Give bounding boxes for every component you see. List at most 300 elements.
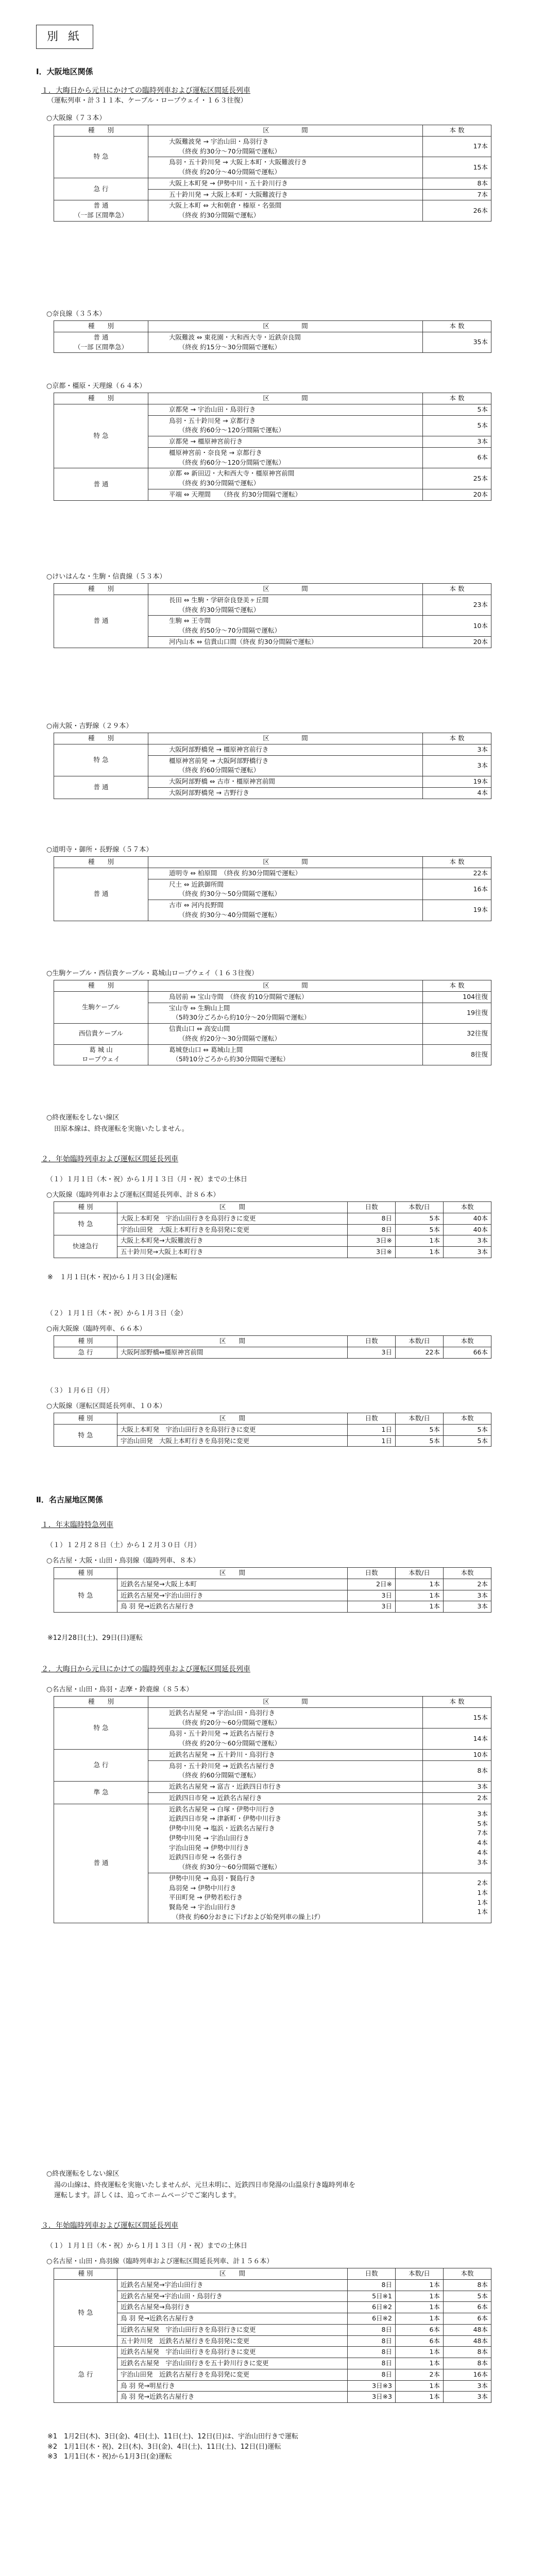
count-cell: 40本	[444, 1224, 491, 1235]
table-row	[54, 2291, 491, 2302]
route-cell: 尺土 ⇔ 近鉄御所間 （終夜 約30分〜50分間隔で運転）	[148, 879, 423, 900]
route-cell: 橿原神宮前発 → 大阪阿部野橋行き （終夜 約60分間隔で運転）	[148, 755, 423, 776]
line-label: ○京都・橿原・天理線（６４本）	[46, 382, 146, 390]
count-cell: 1本	[396, 1601, 444, 1613]
table-row	[54, 1804, 491, 1873]
count-cell: 3日※	[348, 1235, 396, 1247]
count-cell: 22本	[423, 868, 491, 879]
train-type: 特 急	[54, 1707, 148, 1749]
table-header: 本 数	[423, 857, 491, 868]
table-row	[54, 1749, 491, 1760]
route-cell: 五十鈴川発→大阪上本町行き	[117, 1247, 348, 1258]
route-cell: 宇治山田発 大阪上本町行きを鳥羽発に変更	[117, 1224, 348, 1235]
route-cell: 宝山寺 ⇔ 生駒山上間 （5時30分ごろから約10分〜20分間隔で運転）	[148, 1003, 423, 1024]
table-row	[54, 1235, 491, 1247]
train-type: 普 通	[54, 1804, 148, 1923]
count-cell: 23本	[423, 595, 491, 616]
train-type: 急 行	[54, 1347, 117, 1358]
table-header: 本 数	[423, 1697, 491, 1708]
train-type: 普 通	[54, 776, 148, 799]
table-header: 本数/日	[396, 1202, 444, 1213]
route-cell: 近鉄名古屋発→大阪上本町	[117, 1579, 348, 1590]
table-header: 種 別	[54, 393, 148, 404]
count-cell: 8本	[444, 2347, 491, 2358]
table-header: 区 間	[148, 393, 423, 404]
period-heading: （３）１月６日（月）	[46, 1387, 114, 1395]
table-header: 本数/日	[396, 1336, 444, 1347]
table-header: 区 間	[117, 1568, 348, 1579]
subsection-heading: ２．大晦日から元旦にかけての臨時列車および運転区間延長列車	[41, 1665, 250, 1673]
count-cell: 5本	[423, 415, 491, 436]
count-cell: 3本	[423, 1782, 491, 1793]
count-cell: 19本	[423, 776, 491, 788]
table-header: 種 別	[54, 584, 148, 595]
table-header: 種 別	[54, 857, 148, 868]
count-cell: 16本	[444, 2369, 491, 2380]
schedule-table	[54, 733, 491, 799]
count-cell: 10本	[423, 1749, 491, 1760]
schedule-table	[54, 320, 491, 353]
table-header: 本数	[444, 1202, 491, 1213]
period-heading: （１）１月１日（木・祝）から１月１３日（月・祝）までの土休日	[46, 1176, 248, 1183]
route-cell: 大阪阿部野橋発 → 吉野行き	[148, 787, 423, 799]
route-cell: 長田 ⇔ 生駒・学研奈良登美ヶ丘間 （終夜 約30分間隔で運転）	[148, 595, 423, 616]
count-cell: 3日※3	[348, 2380, 396, 2392]
schedule-table	[54, 1413, 491, 1447]
count-cell: 2日※	[348, 1579, 396, 1590]
table-header: 種 別	[54, 1413, 117, 1425]
schedule-table	[54, 583, 491, 648]
note: 湯の山線は、終夜運転を実施いたしませんが、元旦未明に、近鉄四日市発湯の山温泉行き臨時列車を 運転します。詳しくは、追ってホームページでご案内します。	[54, 2181, 356, 2199]
train-type: 急 行	[54, 178, 148, 200]
route-cell: 鳥羽・五十鈴川発 → 近鉄名古屋行き （終夜 約20分〜60分間隔で運転）	[148, 1728, 423, 1750]
count-cell: 1本	[396, 1247, 444, 1258]
train-type: 特 急	[54, 2279, 117, 2347]
count-cell: 1本	[396, 2302, 444, 2313]
route-cell: 古市 ⇔ 河内長野間 （終夜 約30分〜40分間隔で運転）	[148, 900, 423, 921]
train-type: 生駒ケーブル	[54, 991, 148, 1023]
route-cell: 近鉄名古屋発→鳥羽行き	[117, 2302, 348, 2313]
line-label: ○大阪線（７３本）	[46, 114, 106, 122]
route-cell: 大阪難波 ⇔ 東花園・大和西大寺・近鉄奈良間 （終夜 約15分〜30分間隔で運転）	[148, 332, 423, 353]
count-cell: 6本	[444, 2313, 491, 2325]
table-row	[54, 1590, 491, 1601]
count-cell: 3本	[444, 2380, 491, 2392]
count-cell: 6本	[396, 2324, 444, 2335]
count-cell: 15本	[423, 157, 491, 178]
schedule-table	[54, 856, 491, 921]
line-label: ○名古屋・山田・鳥羽線（臨時列車および運転区間延長列車、計１５６本）	[46, 2258, 274, 2265]
train-type: 準 急	[54, 1782, 148, 1804]
route-cell: 近鉄名古屋発→宇治山田行き	[117, 1590, 348, 1601]
train-type: 特 急	[54, 744, 148, 776]
count-cell: 5本	[423, 404, 491, 415]
schedule-table	[54, 1335, 491, 1359]
route-cell: 宇治山田発 大阪上本町行きを鳥羽発に変更	[117, 1435, 348, 1447]
count-cell: 8本	[423, 1760, 491, 1782]
table-header: 日数	[348, 1568, 396, 1579]
train-type: 普 通	[54, 468, 148, 500]
line-label: ○大阪線（運転区間延長列車、１０本）	[46, 1402, 166, 1410]
route-cell: 橿原神宮前・奈良発 → 京都行き （終夜 約60分〜120分間隔で運転）	[148, 447, 423, 468]
count-cell: 8本	[444, 2279, 491, 2291]
table-row	[54, 595, 491, 616]
count-cell: 5本	[444, 1424, 491, 1435]
table-row	[54, 2380, 491, 2392]
count-cell: 8日	[348, 2358, 396, 2369]
count-cell: 25本	[423, 468, 491, 489]
count-cell: 8本	[444, 2358, 491, 2369]
page-title: 別 紙	[36, 25, 93, 49]
route-cell: 鳥羽・五十鈴川発 → 京都行き （終夜 約60分〜120分間隔で運転）	[148, 415, 423, 436]
table-header: 本数	[444, 2268, 491, 2280]
table-row	[54, 1044, 491, 1065]
footnote: ※ １月１日(木・祝)から１月３日(金)運転	[47, 1274, 178, 1281]
count-cell: 8往復	[423, 1044, 491, 1065]
route-cell: 大阪阿部野橋 ⇔ 古市・橿原神宮前間	[148, 776, 423, 788]
table-row	[54, 744, 491, 755]
line-label: ○生駒ケーブル・西信貴ケーブル・葛城山ロープウェイ（１６３往復）	[46, 970, 258, 977]
table-row	[54, 776, 491, 788]
table-header: 区 間	[148, 1697, 423, 1708]
train-type: 葛 城 山 ロープウェイ	[54, 1044, 148, 1065]
count-cell: 1本	[396, 2291, 444, 2302]
count-cell: 2本 1本 1本 1本	[423, 1873, 491, 1923]
route-cell: 近鉄名古屋発 宇治山田行きを鳥羽行きに変更	[117, 2324, 348, 2335]
count-cell: 1本	[396, 1579, 444, 1590]
table-row	[54, 2358, 491, 2369]
count-cell: 15本	[423, 1707, 491, 1728]
table-row	[54, 1024, 491, 1045]
table-header: 区 間	[117, 1413, 348, 1425]
line-label: ○奈良線（３５本）	[46, 310, 106, 318]
count-cell: 5本	[396, 1435, 444, 1447]
table-row	[54, 991, 491, 1003]
count-cell: 17本	[423, 136, 491, 157]
table-header: 日数	[348, 1336, 396, 1347]
period-heading: （２）１月１日（木・祝）から１月３日（金）	[46, 1310, 188, 1317]
route-cell: 河内山本 ⇔ 信貴山口間（終夜 約30分間隔で運転）	[148, 636, 423, 648]
count-cell: 10本	[423, 616, 491, 637]
period-heading: （１）１２月２８日（土）から１２月３０日（月）	[46, 1541, 201, 1549]
schedule-table	[54, 125, 491, 222]
table-header: 本数/日	[396, 1568, 444, 1579]
count-cell: 48本	[444, 2324, 491, 2335]
table-header: 本 数	[423, 125, 491, 137]
count-cell: 3本	[423, 436, 491, 448]
count-cell: 5本	[396, 1424, 444, 1435]
route-cell: 近鉄名古屋発 → 五十鈴川・鳥羽行き	[148, 1749, 423, 1760]
route-cell: 生駒 ⇔ 王寺間 （終夜 約50分〜70分間隔で運転）	[148, 616, 423, 637]
route-cell: 近鉄名古屋発 → 宇治山田・鳥羽行き （終夜 約20分〜60分間隔で運転）	[148, 1707, 423, 1728]
route-cell: 鳥 羽 発→近鉄名古屋行き	[117, 2313, 348, 2325]
count-cell: 8日	[348, 2369, 396, 2380]
subsection-heading: ２．年始臨時列車および運転区間延長列車	[41, 1155, 178, 1163]
table-row	[54, 1347, 491, 1358]
table-header: 区 間	[148, 321, 423, 332]
route-cell: 鳥羽・五十鈴川発 → 近鉄名古屋行き （終夜 約60分間隔で運転）	[148, 1760, 423, 1782]
count-cell: 8日	[348, 2347, 396, 2358]
count-cell: 5日※1	[348, 2291, 396, 2302]
count-cell: 1日	[348, 1424, 396, 1435]
table-header: 種 別	[54, 2268, 117, 2280]
count-cell: 1本	[396, 2313, 444, 2325]
line-label: ○名古屋・大阪・山田・鳥羽線（臨時列車、８本）	[46, 1557, 200, 1565]
line-label: ○大阪線（臨時列車および運転区間延長列車、計８６本）	[46, 1191, 220, 1199]
count-cell: 16本	[423, 879, 491, 900]
count-cell: 3日	[348, 1590, 396, 1601]
table-row	[54, 1601, 491, 1613]
table-header: 種 別	[54, 733, 148, 744]
note-label: ○終夜運転をしない線区	[46, 2170, 120, 2178]
count-cell: 2本	[444, 1579, 491, 1590]
table-row	[54, 1213, 491, 1224]
table-row	[54, 2392, 491, 2403]
count-cell: 2本	[423, 1792, 491, 1804]
table-header: 本 数	[423, 980, 491, 992]
table-header: 本 数	[423, 584, 491, 595]
count-cell: 19本	[423, 900, 491, 921]
train-type: 西信貴ケーブル	[54, 1024, 148, 1045]
schedule-table	[54, 393, 491, 501]
route-cell: 近鉄名古屋発 宇治山田行きを鳥羽行きに変更	[117, 2347, 348, 2358]
count-cell: 8日	[348, 2335, 396, 2347]
route-cell: 鳥 羽 発→近鉄名古屋行き	[117, 1601, 348, 1613]
schedule-table	[54, 2268, 491, 2403]
route-cell: 宇治山田発 近鉄名古屋行きを鳥羽発に変更	[117, 2369, 348, 2380]
table-header: 種 別	[54, 1336, 117, 1347]
count-cell: 1本	[396, 1235, 444, 1247]
count-cell: 6本	[444, 2302, 491, 2313]
count-cell: 1日	[348, 1435, 396, 1447]
route-cell: 京都 ⇔ 新田辺・大和西大寺・橿原神宮前間 （終夜 約30分間隔で運転）	[148, 468, 423, 489]
count-cell: 6日※2	[348, 2313, 396, 2325]
count-cell: 4本	[423, 787, 491, 799]
table-row	[54, 136, 491, 157]
count-cell: 20本	[423, 636, 491, 648]
route-cell: 鳥 羽 発→近鉄名古屋行き	[117, 2392, 348, 2403]
count-cell: 8本	[423, 178, 491, 189]
table-header: 本 数	[423, 321, 491, 332]
count-cell: 8日	[348, 1224, 396, 1235]
route-cell: 葛城登山口 ⇔ 葛城山上間 （5時10分ごろから約30分間隔で運転）	[148, 1044, 423, 1065]
count-cell: 3本	[444, 2392, 491, 2403]
table-row	[54, 2279, 491, 2291]
table-header: 本 数	[423, 393, 491, 404]
route-cell: 近鉄名古屋発 宇治山田行きを五十鈴川行きに変更	[117, 2358, 348, 2369]
route-cell: 平端 ⇔ 天理間 （終夜 約30分間隔で運転）	[148, 489, 423, 500]
table-header: 種 別	[54, 980, 148, 992]
route-cell: 大阪上本町 ⇔ 大和朝倉・榛原・名張間 （終夜 約30分間隔で運転）	[148, 200, 423, 222]
table-row	[54, 2302, 491, 2313]
count-cell: 1本	[396, 2358, 444, 2369]
table-header: 種 別	[54, 1697, 148, 1708]
count-cell: 32往復	[423, 1024, 491, 1045]
table-header: 本数/日	[396, 2268, 444, 2280]
count-cell: 1本	[396, 2279, 444, 2291]
table-row	[54, 2335, 491, 2347]
schedule-table	[54, 1696, 491, 1923]
route-cell: 京都発 → 橿原神宮前行き	[148, 436, 423, 448]
train-type: 普 通	[54, 868, 148, 921]
table-header: 本数	[444, 1413, 491, 1425]
train-type: 普 通 （一部 区間準急）	[54, 200, 148, 222]
count-cell: 3本	[444, 1590, 491, 1601]
count-cell: 1本	[396, 2380, 444, 2392]
table-row	[54, 2347, 491, 2358]
route-cell: 五十鈴川発 → 大阪上本町・大阪難波行き	[148, 189, 423, 200]
route-cell: 伊勢中川発 → 鳥羽・賢島行き 鳥羽発 → 伊勢中川行き 平田町発 → 伊勢若松行き 賢島発 → 宇治山田行き （終夜 約60分おきに下げおよび始発列車の繰上げ）	[148, 1873, 423, 1923]
count-cell: 3本	[423, 744, 491, 755]
schedule-table	[54, 1201, 491, 1258]
count-cell: 8日	[348, 2279, 396, 2291]
count-cell: 66本	[444, 1347, 491, 1358]
note: 田原本線は、終夜運転を実施いたしません。	[47, 1125, 189, 1133]
count-cell: 26本	[423, 200, 491, 222]
count-cell: 1本	[396, 1590, 444, 1601]
schedule-table	[54, 1567, 491, 1613]
count-cell: 5本	[444, 1435, 491, 1447]
table-row	[54, 1707, 491, 1728]
count-cell: 3本 5本 7本 4本 4本 3本	[423, 1804, 491, 1873]
train-type: 急 行	[54, 1749, 148, 1781]
table-header: 本数	[444, 1336, 491, 1347]
route-cell: 信貴山口 ⇔ 高安山間 （終夜 約20分〜30分間隔で運転）	[148, 1024, 423, 1045]
count-cell: 14本	[423, 1728, 491, 1750]
table-header: 区 間	[148, 980, 423, 992]
count-cell: 3本	[423, 755, 491, 776]
route-cell: 近鉄名古屋発→宇治山田・鳥羽行き	[117, 2291, 348, 2302]
footnote: ※12月28日(土)、29日(日)運転	[47, 1634, 143, 1642]
table-header: 種 別	[54, 321, 148, 332]
subsection-heading: １．大晦日から元旦にかけての臨時列車および運転区間延長列車	[41, 87, 250, 95]
count-cell: 8日	[348, 1213, 396, 1224]
count-cell: 19往復	[423, 1003, 491, 1024]
train-type: 快速急行	[54, 1235, 117, 1258]
count-cell: 1本	[396, 2392, 444, 2403]
table-row	[54, 2313, 491, 2325]
route-cell: 鳥 羽 発→明星行き	[117, 2380, 348, 2392]
route-cell: 道明寺 ⇔ 柏原間 （終夜 約30分間隔で運転）	[148, 868, 423, 879]
count-cell: 5本	[396, 1213, 444, 1224]
footnote: ※1 1月2日(木)、3日(金)、4日(土)、11日(土)、12日(日)は、宇治山田行きで運転 ※2 1月1日(木・祝)、2日(木)、3日(金)、4日(土)、11日(土)、12日(日)運転 ※3 1月1日(木・祝)から1月3日(金)運転	[47, 2433, 299, 2461]
table-header: 種 別	[54, 125, 148, 137]
table-row	[54, 1782, 491, 1793]
route-cell: 大阪阿部野橋⇔橿原神宮前間	[117, 1347, 348, 1358]
table-header: 種 別	[54, 1568, 117, 1579]
count-cell: 40本	[444, 1213, 491, 1224]
route-cell: 大阪上本町発 → 伊勢中川・五十鈴川行き	[148, 178, 423, 189]
table-header: 種 別	[54, 1202, 117, 1213]
table-row	[54, 1224, 491, 1235]
subsection-heading: １．年末臨時特急列車	[41, 1521, 113, 1529]
period-heading: （１）１月１日（木・祝）から１月１３日（月・祝）までの土休日	[46, 2242, 248, 2250]
train-type: 特 急	[54, 136, 148, 178]
count-cell: 1本	[396, 2347, 444, 2358]
note-label: ○終夜運転をしない線区	[46, 1114, 120, 1122]
table-header: 区 間	[148, 733, 423, 744]
train-type: 特 急	[54, 1213, 117, 1235]
count-cell: 5本	[444, 2291, 491, 2302]
table-row	[54, 2324, 491, 2335]
train-type: 特 急	[54, 404, 148, 468]
count-cell: 3本	[444, 1601, 491, 1613]
count-cell: 3日※	[348, 1247, 396, 1258]
count-cell: 7本	[423, 189, 491, 200]
table-row	[54, 200, 491, 222]
table-header: 区 間	[148, 584, 423, 595]
count-cell: 8日	[348, 2324, 396, 2335]
train-type: 普 通 （一部 区間準急）	[54, 332, 148, 353]
count-cell: 6本	[423, 447, 491, 468]
table-header: 日数	[348, 1202, 396, 1213]
line-label: ○道明寺・御所・長野線（５７本）	[46, 846, 153, 854]
count-cell: 20本	[423, 489, 491, 500]
table-row	[54, 1247, 491, 1258]
line-label: ○けいはんな・生駒・信貴線（５３本）	[46, 573, 166, 581]
table-row	[54, 1579, 491, 1590]
train-type: 特 急	[54, 1424, 117, 1447]
count-cell: 6本	[396, 2335, 444, 2347]
table-row	[54, 868, 491, 879]
table-header: 日数	[348, 1413, 396, 1425]
train-type: 普 通	[54, 595, 148, 648]
route-cell: 近鉄名古屋発→宇治山田行き	[117, 2279, 348, 2291]
route-cell: 京都発 → 宇治山田・鳥羽行き	[148, 404, 423, 415]
count-cell: 104往復	[423, 991, 491, 1003]
table-row	[54, 178, 491, 189]
count-cell: 3本	[444, 1247, 491, 1258]
count-cell: 48本	[444, 2335, 491, 2347]
count-cell: 22本	[396, 1347, 444, 1358]
route-cell: 大阪阿部野橋発 → 橿原神宮前行き	[148, 744, 423, 755]
table-header: 区 間	[148, 125, 423, 137]
count-cell: 3日※3	[348, 2392, 396, 2403]
route-cell: 大阪上本町発 宇治山田行きを鳥羽行きに変更	[117, 1424, 348, 1435]
route-cell: 大阪上本町発→大阪難波行き	[117, 1235, 348, 1247]
table-header: 日数	[348, 2268, 396, 2280]
schedule-table	[54, 980, 491, 1065]
route-cell: 近鉄名古屋発 → 白塚・伊勢中川行き 近鉄四日市発 → 津新町・伊勢中川行き 伊勢中川発 → 塩浜・近鉄名古屋行き 伊勢中川発 → 宇治山田行き 宇治山田発 → 伊勢中川行き 近鉄四日市発 → 名張行き （終夜 約30分〜60分間隔で運転）	[148, 1804, 423, 1873]
train-type: 特 急	[54, 1579, 117, 1612]
table-row	[54, 332, 491, 353]
count-cell: 3日	[348, 1601, 396, 1613]
count-cell: 2本	[396, 2369, 444, 2380]
table-header: 区 間	[117, 1336, 348, 1347]
route-cell: 大阪難波発 → 宇治山田・鳥羽行き （終夜 約30分〜70分間隔で運転）	[148, 136, 423, 157]
route-cell: 鳥居前 ⇔ 宝山寺間 （終夜 約10分間隔で運転）	[148, 991, 423, 1003]
route-cell: 鳥羽・五十鈴川発 → 大阪上本町・大阪難波行き （終夜 約20分〜40分間隔で運転）	[148, 157, 423, 178]
table-header: 区 間	[148, 857, 423, 868]
table-header: 区 間	[117, 1202, 348, 1213]
route-cell: 近鉄名古屋発 → 富吉・近鉄四日市行き	[148, 1782, 423, 1793]
table-row	[54, 2369, 491, 2380]
table-row	[54, 1435, 491, 1447]
route-cell: 大阪上本町発 宇治山田行きを鳥羽行きに変更	[117, 1213, 348, 1224]
section-heading: Ⅱ．名古屋地区関係	[36, 1495, 103, 1504]
line-label: ○南大阪線（臨時列車、６６本）	[46, 1325, 146, 1333]
section-heading: Ⅰ．大阪地区関係	[36, 67, 93, 76]
count-cell: 35本	[423, 332, 491, 353]
count-cell: 3日	[348, 1347, 396, 1358]
table-row	[54, 404, 491, 415]
table-header: 本 数	[423, 733, 491, 744]
table-row	[54, 1424, 491, 1435]
count-cell: 5本	[396, 1224, 444, 1235]
count-cell: 6日※2	[348, 2302, 396, 2313]
count-cell: 3本	[444, 1235, 491, 1247]
table-row	[54, 468, 491, 489]
